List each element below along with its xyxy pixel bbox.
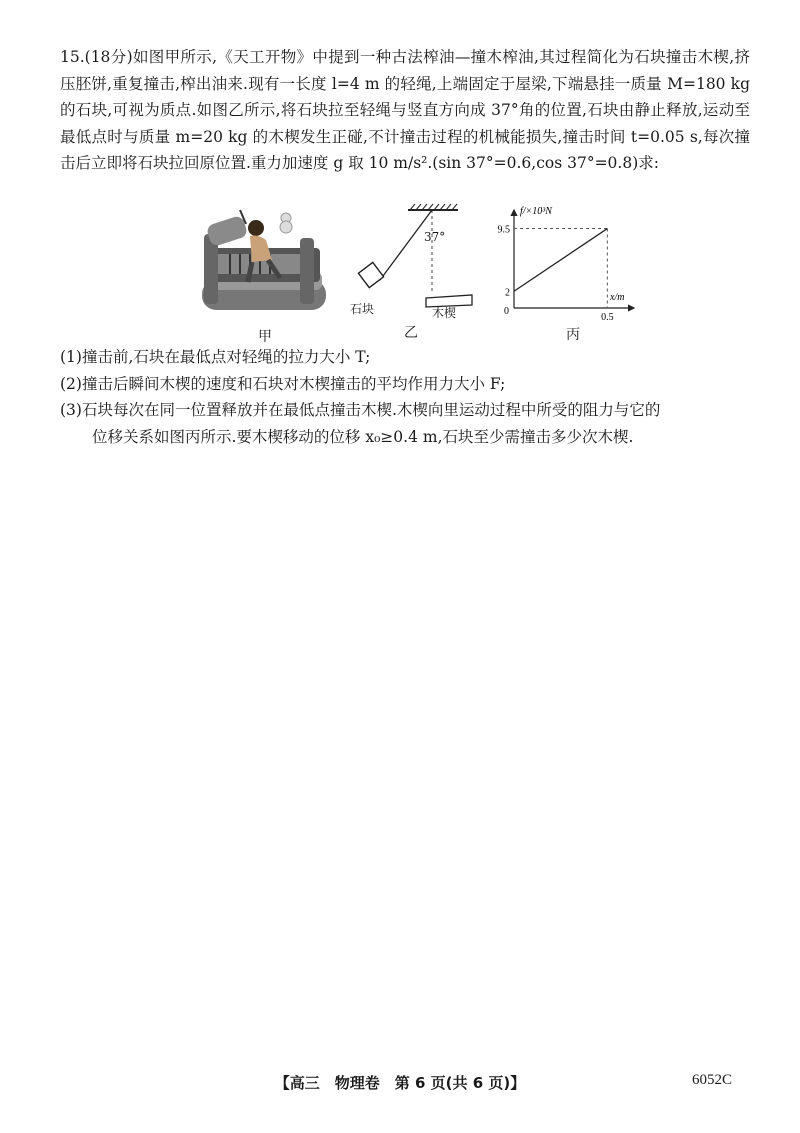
y-axis-label: f/×10³N [520,206,552,217]
figure-bing [494,200,644,342]
wedge-label: 木楔 [432,306,457,320]
figures [200,200,640,345]
figure-jia-label: 甲 [258,329,272,345]
x-axis-label: x/m [610,292,625,303]
question-3: (3)石块每次在同一位置释放并在最低点撞击木楔.木楔向里运动过程中所受的阻力与它的 [60,401,661,419]
question-2: (2)撞击后瞬间木楔的速度和石块对木楔撞击的平均作用力大小 F; [60,374,506,393]
stone-label: 石块 [350,302,375,316]
f-x-chart [494,200,644,324]
figure-bing-label: 丙 [566,327,580,343]
problem-statement [60,44,750,177]
x-tick-label: 0.5 [601,312,614,323]
angle-label: 37° [424,230,446,244]
origin-label: 0 [504,306,509,317]
y-tick-label: 2 [505,287,510,299]
question-1: (1)撞击前,石块在最低点对轻绳的拉力大小 T; [60,348,371,366]
footer-code: 6052C [692,1072,733,1088]
question-3-continued: 位移关系如图丙所示.要木楔移动的位移 x₀≥0.4 m,石块至少需撞击多少次木楔. [92,427,634,446]
footer-title: 【高三 物理卷 第 6 页(共 6 页)】 [274,1074,526,1092]
questions [60,344,750,450]
series-line [514,229,607,292]
figure-yi-label: 乙 [404,325,418,341]
problem-text: 15.(18分)如图甲所示,《天工开物》中提到一种古法榨油—撞木榨油,其过程简化为石块撞击木楔,挤压胚饼,重复撞击,榨出油来.现有一长度 l=4 m 的轻绳,上端固定于屋梁,下端悬挂一质量 M=180 kg 的石块,可视为质点.如图乙所示,将石块拉至轻绳与竖直方向成 37°角的位置,石块由静止释放,运动至最低点时与质量 m=20 kg 的木楔发生正碰,不计撞击过程的机械能损失,撞击时间 t=0.05 s,每次撞击后立即将石块拉回原位置.重力加速度 g 取 10 m/s².(sin 37°=0.6,cos 37°=0.8)求: [60,48,750,172]
oil-press-illustration [200,208,328,318]
figure-yi [340,200,480,340]
figure-jia [200,208,328,345]
y-tick-label: 9.5 [497,224,510,236]
